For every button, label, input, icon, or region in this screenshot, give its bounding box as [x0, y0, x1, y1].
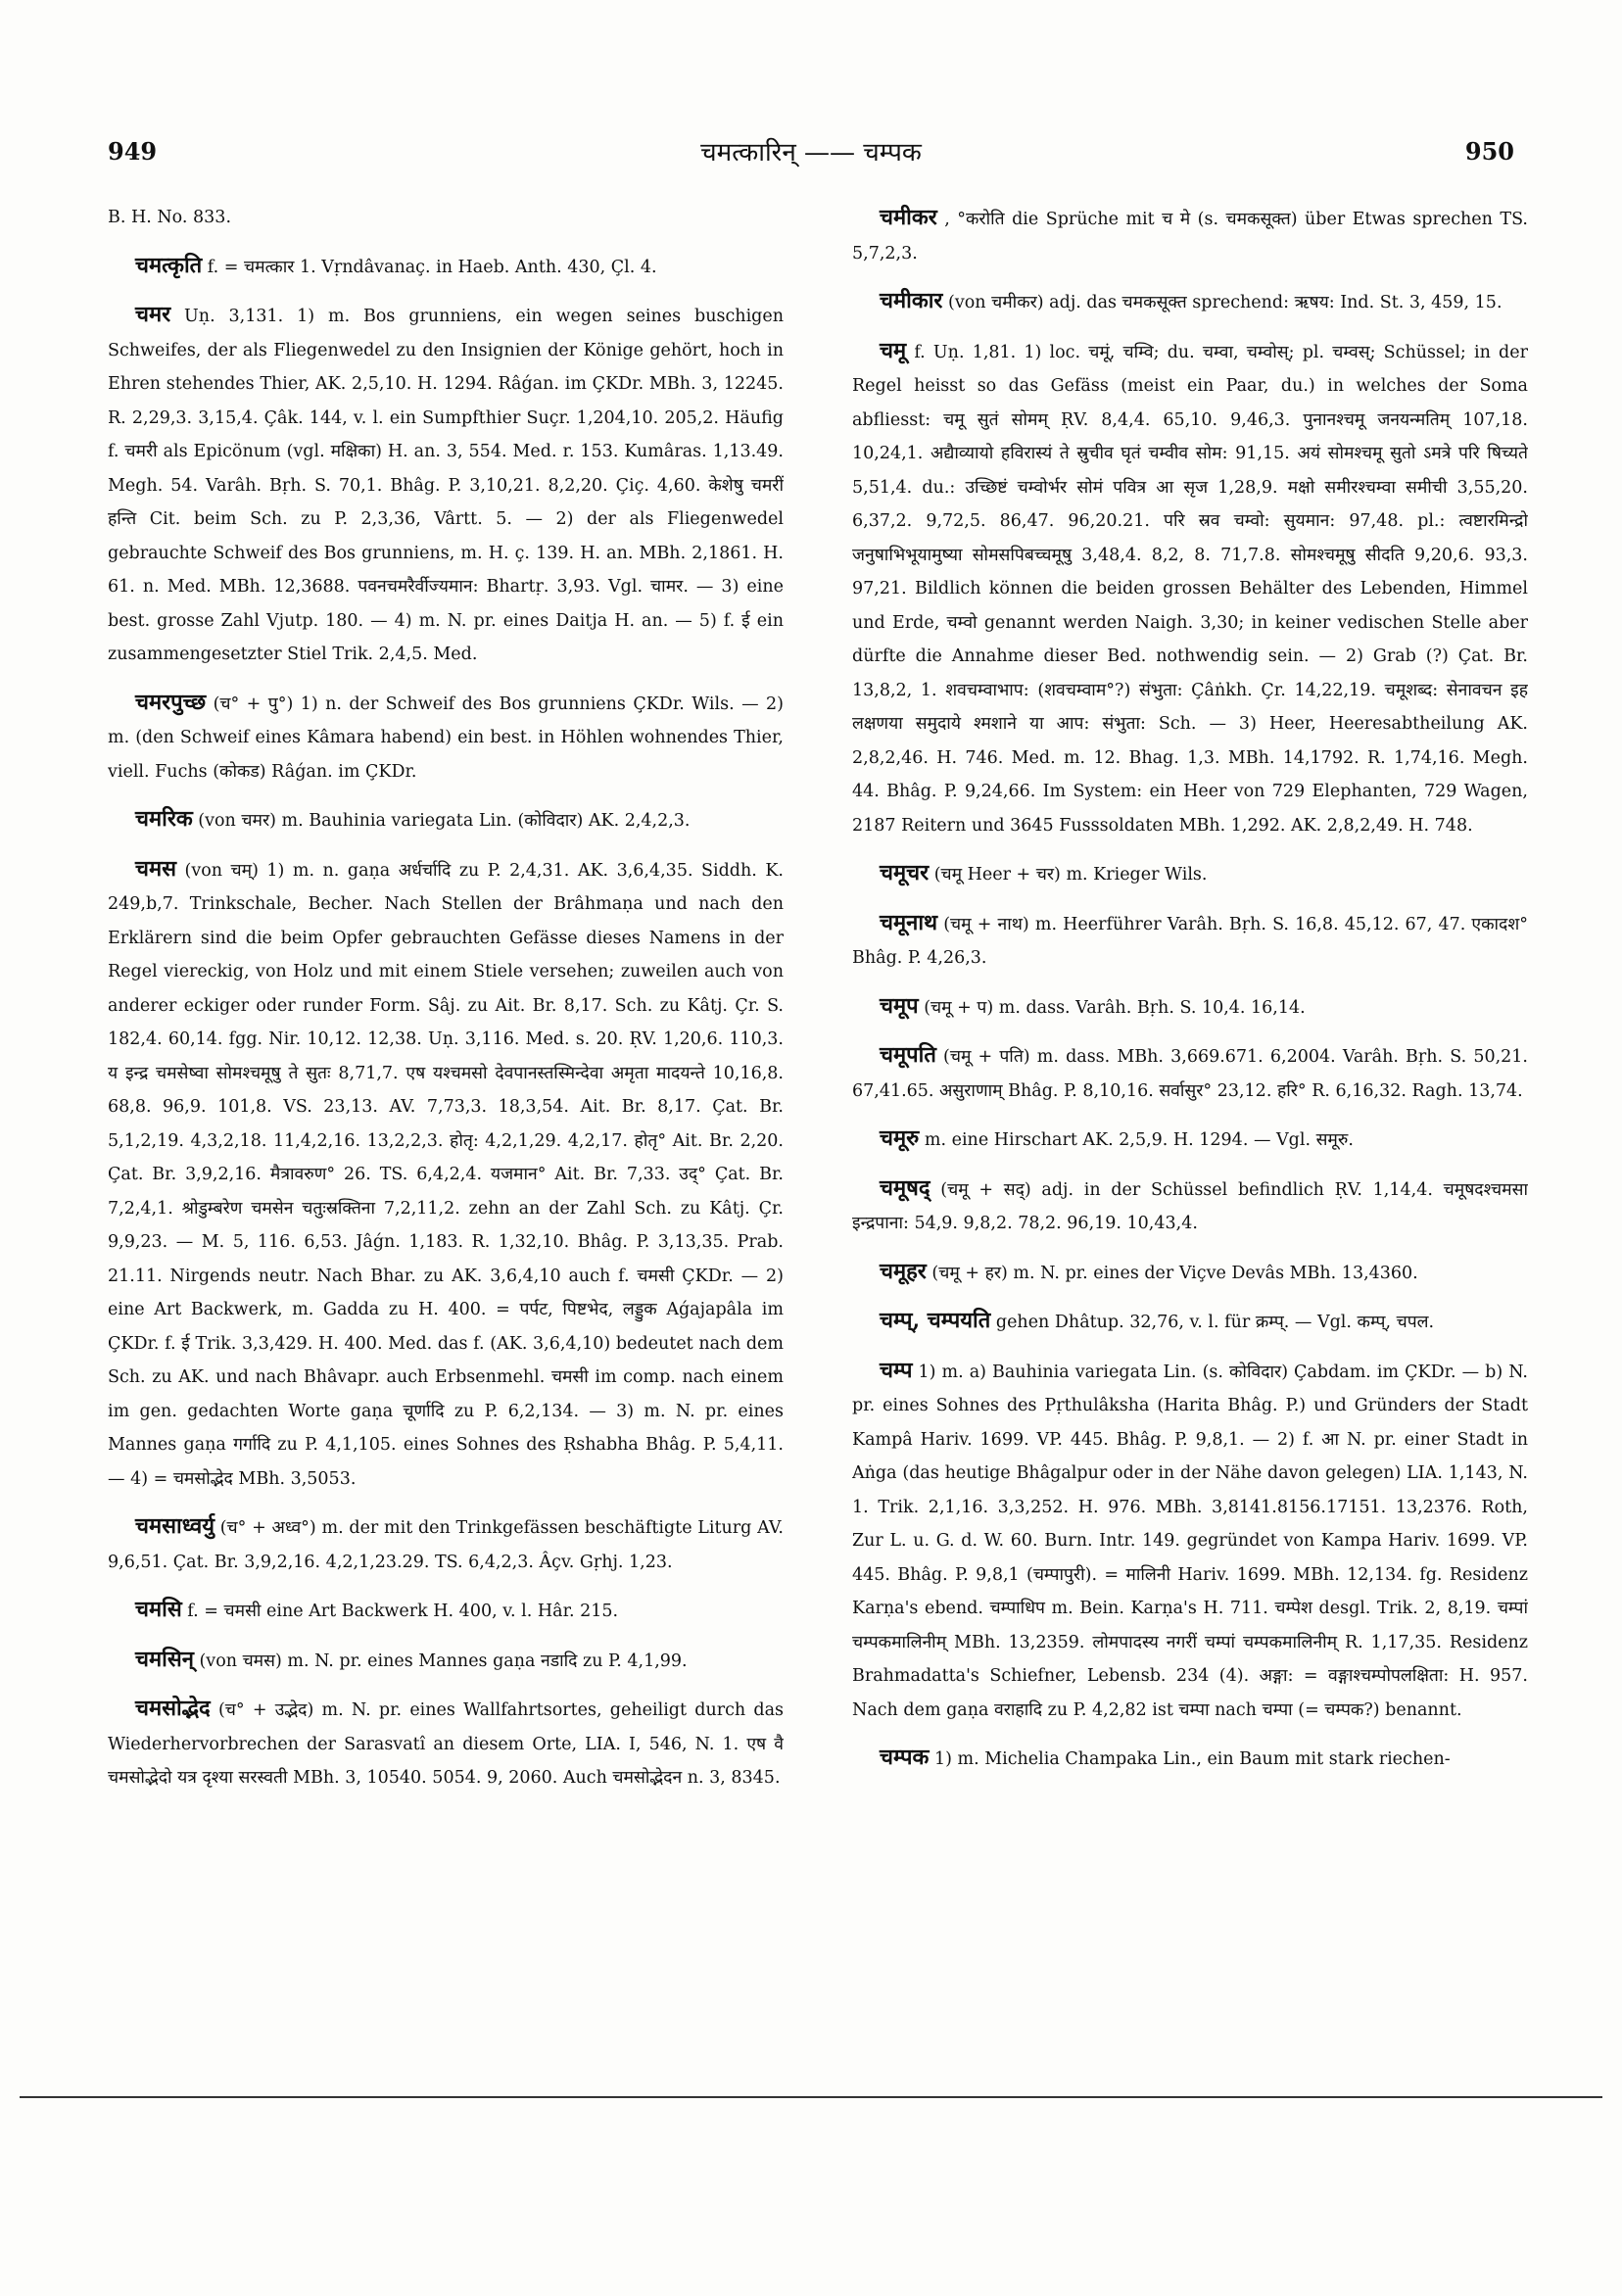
left-column — [108, 201, 784, 2042]
entry-headword: चमीकार — [880, 288, 943, 313]
entry-headword: चमसि — [135, 1597, 182, 1622]
entry-text: (चमू + प) m. dass. Varâh. Bṛh. S. 10,4. 16,14. — [924, 997, 1306, 1018]
entry-text: (चमू + नाथ) m. Heerführer Varâh. Bṛh. S. 16,8. 45,12. 67, 47. एकादश° Bhâg. P. 4,26,3. — [852, 914, 1528, 968]
entry-headword: चमरिक — [135, 806, 193, 832]
entry-headword: चमूपति — [880, 1042, 936, 1068]
dictionary-entry — [852, 1304, 1528, 1340]
entry-text: f. = चमसी eine Art Backwerk H. 400, v. l. Hâr. 215. — [187, 1602, 619, 1621]
entry-text: f. = चमत्कार 1. Vṛndâvanaç. in Haeb. Anth. 430, Çl. 4. — [207, 257, 657, 277]
dictionary-entry — [852, 284, 1528, 320]
entry-text: 1) m. a) Bauhinia variegata Lin. (s. कोविदार) Çabdam. im ÇKDr. — b) N. pr. eines Sohnes des Pṛthulâksha (Harita Bhâg. P.) und Gründers der Stadt Kampâ Hariv. 1699. VP. 445. Bhâg. P. 9,8,1. — 2) f. आ N. pr. einer Stadt in Aṅga (das heutige Bhâgalpur oder in der Nähe davon gelegen) LIA. 1,143, N. 1. Trik. 2,1,16. 3,3,252. H. 976. MBh. 3,8141.8156.17151. 13,2376. Roth, Zur L. u. G. d. W. 60. Burn. Intr. 149. gegründet von Kampa Hariv. 1699. VP. 445. Bhâg. P. 9,8,1 (चम्पापुरी). = मालिनी Hariv. 1699. MBh. 12,134. fg. Residenz Karṇa's ebend. चम्पाधिप m. Bein. Karṇa's H. 711. चम्पेश desgl. Trik. 2, 8,19. चम्पां चम्पकमालिनीम् MBh. 13,2359. लोमपादस्य नगरीं चम्पां चम्पकमालिनीम् R. 1,17,35. Residenz Brahmadatta's Schiefner, Lebensb. 234 (4). अङ्गा: = वङ्गाश्चम्पोपलक्षिता: H. 957. Nach dem gaṇa वराहादि zu P. 4,2,82 ist चम्पा nach चम्पा (= चम्पक?) benannt. — [852, 1362, 1528, 1720]
entry-headword: चमीकर — [880, 205, 937, 230]
dictionary-entry — [852, 1122, 1528, 1158]
entry-text: , °करोति die Sprüche mit च मे (s. चमकसूक्त) über Etwas sprechen TS. 5,7,2,3. — [852, 210, 1528, 263]
dictionary-entry — [108, 1692, 784, 1795]
entry-headword: चमरपुच्छ — [135, 689, 207, 715]
page-number-left: 949 — [108, 136, 158, 166]
entry-headword: चमूरु — [880, 1125, 920, 1151]
right-column — [852, 201, 1528, 2042]
entry-headword: चमूहर — [880, 1258, 927, 1284]
entry-text: (चमू Heer + चर) m. Krieger Wils. — [933, 865, 1208, 885]
entry-text: 1) m. Michelia Champaka Lin., ein Baum mit stark riechen- — [933, 1749, 1451, 1769]
dictionary-entry — [108, 802, 784, 838]
entry-text: Uṇ. 3,131. 1) m. Bos grunniens, ein wegen seines buschigen Schweifes, der als Fliegenwedel zu den Insignien der Könige gehört, hoch in Ehren stehendes Thier, AK. 2,5,10. H. 1294. Râǵan. im ÇKDr. MBh. 3, 12245. R. 2,29,3. 3,15,4. Çâk. 144, v. l. ein Sumpfthier Suçr. 1,204,10. 205,2. Häufig f. चमरी als Epicönum (vgl. मक्षिका) H. an. 3, 554. Med. r. 153. Kumâras. 1,13.49. Megh. 54. Varâh. Bṛh. S. 70,1. Bhâg. P. 3,10,21. 8,2,20. Çiç. 4,60. केशेषु चमरीं हन्ति Cit. beim Sch. zu P. 2,3,36, Vârtt. 5. — 2) der als Fliegenwedel gebrauchte Schweif des Bos grunniens, m. H. ç. 139. H. an. MBh. 2,1861. H. 61. n. Med. MBh. 12,3688. पवनचमरैर्वीज्यमान: Bhartṛ. 3,93. Vgl. चामर. — 3) eine best. grosse Zahl Vjutp. 180. — 4) m. N. pr. eines Daitja H. an. — 5) f. ई ein zusammengesetzter Stiel Trik. 2,4,5. Med. — [108, 307, 784, 664]
dictionary-entry — [108, 686, 784, 789]
entry-text: m. eine Hirschart AK. 2,5,9. H. 1294. — Vgl. समूरु. — [924, 1130, 1354, 1150]
text-columns — [108, 201, 1528, 2042]
entry-text: (चमू + पति) m. dass. MBh. 3,669.671. 6,2004. Varâh. Bṛh. S. 50,21. 67,41.65. असुराणाम् Bhâg. P. 8,10,16. सर्वासुर° 23,12. हरि° R. 6,16,32. Ragh. 13,74. — [852, 1047, 1528, 1101]
dictionary-entry — [852, 989, 1528, 1026]
dictionary-entry — [108, 1643, 784, 1679]
dictionary-entry — [852, 906, 1528, 976]
entry-headword: चमूषद् — [880, 1174, 930, 1201]
entry-headword: चमत्कृति — [135, 252, 203, 278]
entry-text: (von चम्) 1) m. n. gaṇa अर्धर्चादि zu P. 2,4,31. AK. 3,6,4,35. Siddh. K. 249,b,7. Trinkschale, Becher. Nach Stellen der Brâhmaṇa und nach den Erklärern sind die beim Opfer gebrauchten Gefässe dieses Namens in der Regel viereckig, von Holz und mit einem Stiele versehen; zuweilen auch von anderer eckiger oder runder Form. Sâj. zu Ait. Br. 8,17. Sch. zu Kâtj. Çr. S. 182,4. 60,14. fgg. Nir. 10,12. 12,38. Uṇ. 3,116. Med. s. 20. ṚV. 1,20,6. 110,3. य इन्द्र चमसेष्वा सोमश्चमूषु ते सुतः 8,71,7. एष यश्चमसो देवपानस्तस्मिन्देवा अमृता मादयन्ते 10,16,8. 68,8. 96,9. 101,8. VS. 23,13. AV. 7,73,3. 18,3,54. Ait. Br. 8,17. Çat. Br. 5,1,2,19. 4,3,2,18. 11,4,2,16. 13,2,2,3. होतृ: 4,2,1,29. 4,2,17. होतृ° Ait. Br. 2,20. Çat. Br. 3,9,2,16. मैत्रावरुण° 26. TS. 6,4,2,4. यजमान° Ait. Br. 7,33. उद्° Çat. Br. 7,2,4,1. श्रोडुम्बरेण चमसेन चतुःस्रक्तिना 7,2,11,2. zehn an der Zahl Sch. zu Kâtj. Çr. 9,9,23. — M. 5, 116. 6,53. Jâǵn. 1,183. R. 1,32,10. Bhâg. P. 3,13,35. Prab. 21.11. Nirgends neutr. Nach Bhar. zu AK. 3,6,4,10 auch f. चमसी ÇKDr. — 2) eine Art Backwerk, m. Gadda zu H. 400. = पर्पट, पिष्टभेद, लड्डुक Aǵajapâla im ÇKDr. f. ई Trik. 3,3,429. H. 400. Med. das f. (AK. 3,6,4,10) bedeutet nach dem Sch. zu AK. und nach Bhâvapr. auch Erbsenmehl. चमसी im comp. nach einem im gen. gedachten Worte gaṇa चूर्णादि zu P. 6,2,134. — 3) m. N. pr. eines Mannes gaṇa गर्गादि zu P. 4,1,105. eines Sohnes des Ṛshabha Bhâg. P. 5,4,11. — 4) = चमसोद्भेद MBh. 3,5053. — [108, 860, 784, 1489]
entry-headword: चमूनाथ — [880, 909, 938, 935]
entry-headword: चमूप — [880, 992, 919, 1019]
dictionary-entry — [852, 1038, 1528, 1108]
entry-text: (von चमीकर) adj. das चमकसूक्त sprechend: ऋषय: Ind. St. 3, 459, 15. — [948, 293, 1503, 312]
entry-text: (च° + अध्व°) m. der mit den Trinkgefässen beschäftigte Liturg AV. 9,6,51. Çat. Br. 3,9,2,16. 4,2,1,23.29. TS. 6,4,2,3. Âçv. Gṛhj. 1,23. — [108, 1518, 784, 1572]
entry-headword: चमू — [880, 337, 907, 363]
page-header — [108, 129, 1514, 172]
entry-headword: चमूचर — [880, 860, 930, 885]
entry-headword: चम्प — [880, 1357, 913, 1383]
dictionary-entry — [108, 201, 784, 235]
entry-headword: चम्प्, चम्पयति — [880, 1308, 991, 1333]
page-number-right: 950 — [1464, 136, 1514, 166]
entry-headword: चमर — [135, 302, 171, 327]
dictionary-entry — [108, 1593, 784, 1629]
dictionary-entry — [852, 201, 1528, 270]
entry-text: (von चमस) m. N. pr. eines Mannes gaṇa नडादि zu P. 4,1,99. — [199, 1650, 688, 1671]
entry-text: (चमू + सद्) adj. in der Schüssel befindlich ṚV. 1,14,4. चमूषदश्चमसा इन्द्रपाना: 54,9. 9,8,2. 78,2. 96,19. 10,43,4. — [852, 1179, 1528, 1233]
bottom-rule — [20, 2096, 1602, 2098]
dictionary-entry — [108, 249, 784, 285]
entry-headword: चमसाध्वर्यु — [135, 1513, 215, 1539]
entry-headword: चम्पक — [880, 1745, 930, 1770]
entry-text: gehen Dhâtup. 32,76, v. l. für क्रम्प्. — Vgl. कम्प्, चपल. — [995, 1313, 1435, 1332]
dictionary-entry — [108, 298, 784, 672]
dictionary-entry — [852, 1741, 1528, 1777]
dictionary-entry — [852, 1172, 1528, 1241]
entry-headword: चमसोद्भेद — [135, 1696, 211, 1721]
entry-text: (चमू + हर) m. N. pr. eines der Viçve Devâs MBh. 13,4360. — [931, 1263, 1418, 1283]
entry-text: B. H. No. 833. — [108, 208, 232, 227]
dictionary-entry — [108, 1509, 784, 1579]
entry-text: (च° + पु°) 1) n. der Schweif des Bos grunniens ÇKDr. Wils. — 2) m. (den Schweif eines Kâmara habend) ein best. in Höhlen wohnendes Thier, viell. Fuchs (कोकड) Râǵan. im ÇKDr. — [108, 694, 784, 782]
entry-text: f. Uṇ. 1,81. 1) loc. चमूं, चम्वि; du. चम्वा, चम्वोस्; pl. चम्वस्; Schüssel; in der Regel heisst so das Gefäss (meist ein Paar, du.) in welches der Soma abfliesst: चमू सुतं सोमम् ṚV. 8,4,4. 65,10. 9,46,3. पुनानश्चमू जनयन्मतिम् 107,18. 10,24,1. अद्यैाव्यायो हविरास्यं ते स्रुचीव घृतं चम्वीव सोम: 91,15. अयं सोमश्चमू सुतो ऽमत्रे परि षिच्यते 5,51,4. du.: उच्छिष्टं चम्वोर्भर सोमं पवित्र आ सृज 1,28,9. मक्षो समीरश्चम्वा समीची 3,55,20. 6,37,2. 9,72,5. 86,47. 96,20.21. परि स्रव चम्वो: सुयमान: 97,48. pl.: त्वष्टारमिन्द्रो जनुषाभिभूयामुष्या सोमसपिबच्चमूषु 3,48,4. 8,2, 8. 71,7.8. सोमश्चमूषु सीदति 9,20,6. 93,3. 97,21. Bildlich können die beiden grossen Behälter des Lebenden, Himmel und Erde, चम्वो genannt werden Naigh. 3,30; in keiner vedischen Stelle aber dürfte die Annahme dieser Bed. nothwendig sein. — 2) Grab (?) Çat. Br. 13,8,2, 1. शवचम्वाभाप: (शवचम्वाम°?) संभुता: Çâṅkh. Çr. 14,22,19. चमूशब्द: सेनावचन इह लक्षणया समुदाये श्मशाने या आप: संभुता: Sch. — 3) Heer, Heeresabtheilung AK. 2,8,2,46. H. 746. Med. m. 12. Bhag. 1,3. MBh. 14,1792. R. 1,74,16. Megh. 44. Bhâg. P. 9,24,66. Im System: ein Heer von 729 Elephanten, 729 Wagen, 2187 Reitern und 3645 Fusssoldaten MBh. 1,292. AK. 2,8,2,49. H. 748. — [852, 342, 1528, 836]
dictionary-entry — [852, 1354, 1528, 1728]
dictionary-entry — [852, 1255, 1528, 1291]
running-head: चमत्कारिन् —— चम्पक — [700, 138, 922, 167]
dictionary-entry — [852, 334, 1528, 843]
entry-text: (von चमर) m. Bauhinia variegata Lin. (कोविदार) AK. 2,4,2,3. — [198, 811, 691, 831]
dictionary-entry — [108, 852, 784, 1497]
dictionary-entry — [852, 856, 1528, 892]
entry-headword: चमसिन् — [135, 1646, 194, 1672]
entry-text: (च° + उद्भेद) m. N. pr. eines Wallfahrtsortes, geheiligt durch das Wiederhervorbrechen der Sarasvatî an diesem Orte, LIA. I, 546, N. 1. एष वै चमसोद्भेदो यत्र दृश्या सरस्वती MBh. 3, 10540. 5054. 9, 2060. Auch चमसोद्भेदन n. 3, 8345. — [108, 1700, 784, 1788]
entry-headword: चमस — [135, 855, 176, 882]
